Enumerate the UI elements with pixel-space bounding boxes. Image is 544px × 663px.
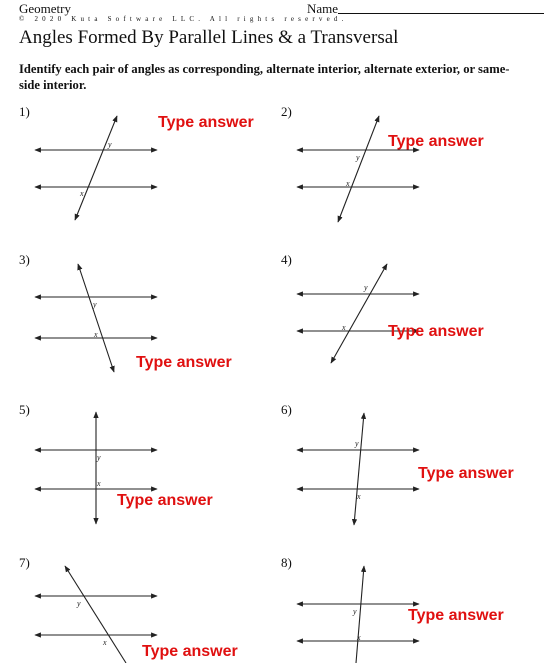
name-label: Name (307, 1, 339, 16)
transversal (354, 413, 364, 525)
diagram-8 (297, 566, 419, 663)
answer-field-5[interactable]: Type answer (117, 492, 213, 509)
angle-label-y: y (356, 153, 360, 162)
answer-field-8[interactable]: Type answer (408, 607, 504, 624)
angle-label-x: x (342, 323, 346, 332)
diagram-7 (35, 566, 157, 663)
angle-label-x: x (357, 633, 361, 642)
problem-number-3: 3) (19, 252, 30, 267)
angle-label-y: y (355, 439, 359, 448)
angle-label-x: x (346, 179, 350, 188)
problem-number-2: 2) (281, 104, 292, 119)
problem-number-6: 6) (281, 402, 292, 417)
diagram-2 (297, 116, 419, 222)
angle-label-y: y (97, 453, 101, 462)
instructions: Identify each pair of angles as corresponding, alternate interior, alternate exterior, or same-side interior. (19, 62, 510, 92)
diagram-6 (297, 413, 419, 525)
transversal (338, 116, 379, 222)
angle-label-x: x (80, 189, 84, 198)
course-name: Geometry (19, 1, 71, 16)
angle-label-y: y (364, 283, 368, 292)
angle-label-x: x (97, 479, 101, 488)
angle-label-y: y (93, 300, 97, 309)
problem-number-8: 8) (281, 555, 292, 570)
angle-label-x: x (94, 330, 98, 339)
angle-label-x: x (357, 492, 361, 501)
answer-field-4[interactable]: Type answer (388, 323, 484, 340)
transversal (331, 264, 387, 363)
transversal (356, 566, 364, 663)
angle-label-y: y (108, 140, 112, 149)
problem-number-7: 7) (19, 555, 30, 570)
transversal (65, 566, 126, 663)
answer-field-7[interactable]: Type answer (142, 643, 238, 660)
angle-label-y: y (353, 607, 357, 616)
problem-number-5: 5) (19, 402, 30, 417)
copyright-notice: © 2020 Kuta Software LLC. All rights reserved. (19, 15, 348, 23)
worksheet-title: Angles Formed By Parallel Lines & a Transversal (19, 27, 399, 48)
problem-number-4: 4) (281, 252, 292, 267)
transversal (78, 264, 114, 372)
answer-field-3[interactable]: Type answer (136, 354, 232, 371)
answer-field-2[interactable]: Type answer (388, 133, 484, 150)
diagram-1 (35, 116, 157, 220)
angle-label-x: x (103, 638, 107, 647)
transversal (75, 116, 117, 220)
diagram-4 (297, 264, 419, 363)
angle-label-y: y (77, 599, 81, 608)
answer-field-6[interactable]: Type answer (418, 465, 514, 482)
answer-field-1[interactable]: Type answer (158, 114, 254, 131)
problem-number-1: 1) (19, 104, 30, 119)
